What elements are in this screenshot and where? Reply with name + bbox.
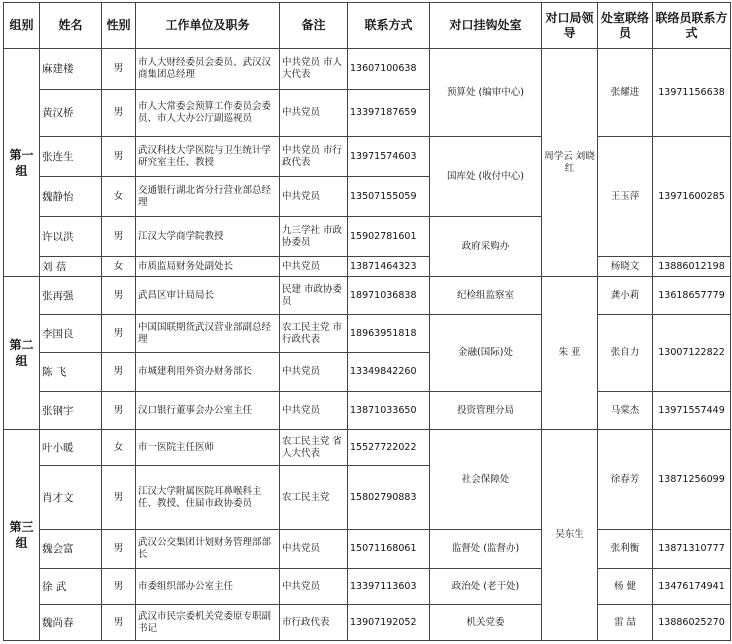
member-phone: 13397113603 <box>348 569 430 605</box>
member-phone: 13607100638 <box>348 49 430 90</box>
member-name: 陈 飞 <box>40 353 102 392</box>
member-unit: 交通银行湖北省分行营业部总经理 <box>136 177 280 217</box>
member-unit: 江汉大学附属医院耳鼻喉科主任、教授、住届市政协委员 <box>136 466 280 530</box>
dept-contact: 杨晓文 <box>598 257 653 277</box>
table-row <box>4 569 731 605</box>
header-leader: 对口局领导 <box>542 3 598 49</box>
header-note: 备注 <box>280 3 348 49</box>
member-name: 张连生 <box>40 137 102 177</box>
table-row <box>4 530 731 569</box>
member-unit: 市人大常委会预算工作委员会委员、市人大办公厅副巡视员 <box>136 90 280 137</box>
member-phone: 13871033650 <box>348 392 430 430</box>
header-dept: 对口挂钩处室 <box>430 3 542 49</box>
dept-contact: 张自力 <box>598 315 653 392</box>
dept-label: 政府采购办 <box>430 217 542 277</box>
member-name: 徐 武 <box>40 569 102 605</box>
dept-contact-phone: 13007122822 <box>653 315 731 392</box>
dept-contact-phone: 13618657779 <box>653 277 731 315</box>
member-unit: 武汉科技大学医院与卫生统计学研究室主任、教授 <box>136 137 280 177</box>
member-gender: 男 <box>102 569 136 605</box>
member-phone: 18963951818 <box>348 315 430 353</box>
dept-label: 政治处 (老干处) <box>430 569 542 605</box>
member-gender: 男 <box>102 90 136 137</box>
table-row <box>4 137 731 177</box>
member-note: 中共党员 <box>280 257 348 277</box>
dept-contact-phone: 13971557449 <box>653 392 731 430</box>
header-phone: 联系方式 <box>348 3 430 49</box>
member-unit: 市城建利用外资办财务部长 <box>136 353 280 392</box>
header-group: 组别 <box>4 3 40 49</box>
table-row <box>4 430 731 466</box>
member-name: 魏尚春 <box>40 605 102 641</box>
member-unit: 武汉市民宗委机关党委原专职副书记 <box>136 605 280 641</box>
dept-label: 金融(国际)处 <box>430 315 542 392</box>
member-gender: 男 <box>102 277 136 315</box>
dept-contact: 雷 喆 <box>598 605 653 641</box>
member-note: 九三学社 市政协委员 <box>280 217 348 257</box>
header-name: 姓名 <box>40 3 102 49</box>
member-gender: 男 <box>102 466 136 530</box>
leader-name: 朱 亚 <box>542 277 598 430</box>
header-gender: 性别 <box>102 3 136 49</box>
table-row <box>4 392 731 430</box>
header-contact-phone: 联络员联系方式 <box>653 3 731 49</box>
member-unit: 市委组织部办公室主任 <box>136 569 280 605</box>
member-name: 李国良 <box>40 315 102 353</box>
member-note: 农工民主党 <box>280 466 348 530</box>
header-unit: 工作单位及职务 <box>136 3 280 49</box>
member-unit: 武昌区审计局局长 <box>136 277 280 315</box>
member-unit: 市一医院主任医师 <box>136 430 280 466</box>
member-note: 中共党员 <box>280 530 348 569</box>
member-phone: 13397187659 <box>348 90 430 137</box>
member-gender: 女 <box>102 177 136 217</box>
dept-contact: 张耀进 <box>598 49 653 137</box>
member-note: 中共党员 市行政代表 <box>280 137 348 177</box>
dept-contact: 马棠杰 <box>598 392 653 430</box>
member-note: 中共党员 <box>280 392 348 430</box>
member-note: 中共党员 <box>280 90 348 137</box>
dept-contact: 张利衡 <box>598 530 653 569</box>
member-phone: 13971574603 <box>348 137 430 177</box>
dept-label: 投资管理分局 <box>430 392 542 430</box>
dept-label: 国库处 (收付中心) <box>430 137 542 217</box>
member-gender: 男 <box>102 605 136 641</box>
dept-contact-phone: 13476174941 <box>653 569 731 605</box>
member-note: 农工民主党 市行政代表 <box>280 315 348 353</box>
member-phone: 13507155059 <box>348 177 430 217</box>
member-gender: 女 <box>102 430 136 466</box>
group-label: 第三组 <box>4 430 40 641</box>
member-phone: 13349842260 <box>348 353 430 392</box>
dept-contact: 王玉萍 <box>598 137 653 257</box>
member-gender: 男 <box>102 49 136 90</box>
member-note: 中共党员 <box>280 177 348 217</box>
table-row <box>4 49 731 90</box>
dept-contact: 龚小莉 <box>598 277 653 315</box>
member-name: 魏静怡 <box>40 177 102 217</box>
dept-label: 纪检组监察室 <box>430 277 542 315</box>
member-gender: 男 <box>102 530 136 569</box>
member-note: 中共党员 <box>280 353 348 392</box>
table-row <box>4 257 731 277</box>
dept-contact-phone: 13871256099 <box>653 430 731 530</box>
member-note: 市行政代表 <box>280 605 348 641</box>
member-gender: 女 <box>102 257 136 277</box>
member-note: 农工民主党 省人大代表 <box>280 430 348 466</box>
dept-contact-phone: 13971156638 <box>653 49 731 137</box>
member-unit: 市人大财经委员会委员、武汉汉商集团总经理 <box>136 49 280 90</box>
member-unit: 中国国联期货武汉营业部副总经理 <box>136 315 280 353</box>
member-gender: 男 <box>102 137 136 177</box>
dept-contact-phone: 13871310777 <box>653 530 731 569</box>
member-gender: 男 <box>102 392 136 430</box>
member-gender: 男 <box>102 315 136 353</box>
group-label: 第一组 <box>4 49 40 277</box>
group-label: 第二组 <box>4 277 40 430</box>
leader-name: 周学云 刘晓红 <box>542 49 598 277</box>
dept-label: 监督处 (监督办) <box>430 530 542 569</box>
table-row <box>4 277 731 315</box>
dept-contact: 杨 健 <box>598 569 653 605</box>
table-row <box>4 605 731 641</box>
member-name: 魏会富 <box>40 530 102 569</box>
member-name: 肖才文 <box>40 466 102 530</box>
header-contact: 处室联络员 <box>598 3 653 49</box>
dept-contact-phone: 13886012198 <box>653 257 731 277</box>
member-unit: 市质监局财务处副处长 <box>136 257 280 277</box>
member-phone: 15071168061 <box>348 530 430 569</box>
member-note: 民建 市政协委员 <box>280 277 348 315</box>
member-phone: 15527722022 <box>348 430 430 466</box>
member-phone: 18971036838 <box>348 277 430 315</box>
header-row <box>4 3 731 49</box>
dept-contact-phone: 13971600285 <box>653 137 731 257</box>
table-row <box>4 315 731 353</box>
member-phone: 13907192052 <box>348 605 430 641</box>
member-name: 刘 蓓 <box>40 257 102 277</box>
member-unit: 汉口银行董事会办公室主任 <box>136 392 280 430</box>
member-name: 叶小暖 <box>40 430 102 466</box>
member-name: 张钢宇 <box>40 392 102 430</box>
member-phone: 13871464323 <box>348 257 430 277</box>
dept-contact: 徐春芳 <box>598 430 653 530</box>
member-name: 黄汉桥 <box>40 90 102 137</box>
member-phone: 15802790883 <box>348 466 430 530</box>
member-name: 许以洪 <box>40 217 102 257</box>
member-note: 中共党员 市人大代表 <box>280 49 348 90</box>
member-name: 麻建楼 <box>40 49 102 90</box>
member-unit: 江汉大学商学院教授 <box>136 217 280 257</box>
dept-label: 预算处 (编审中心) <box>430 49 542 137</box>
member-note: 中共党员 <box>280 569 348 605</box>
leader-name: 吴东生 <box>542 430 598 641</box>
dept-contact-phone: 13886025270 <box>653 605 731 641</box>
dept-label: 机关党委 <box>430 605 542 641</box>
dept-label: 社会保障处 <box>430 430 542 530</box>
member-gender: 男 <box>102 217 136 257</box>
member-gender: 男 <box>102 353 136 392</box>
member-phone: 15902781601 <box>348 217 430 257</box>
member-name: 张再强 <box>40 277 102 315</box>
committee-liaison-table <box>3 2 731 641</box>
member-unit: 武汉公交集团计划财务管理部部长 <box>136 530 280 569</box>
